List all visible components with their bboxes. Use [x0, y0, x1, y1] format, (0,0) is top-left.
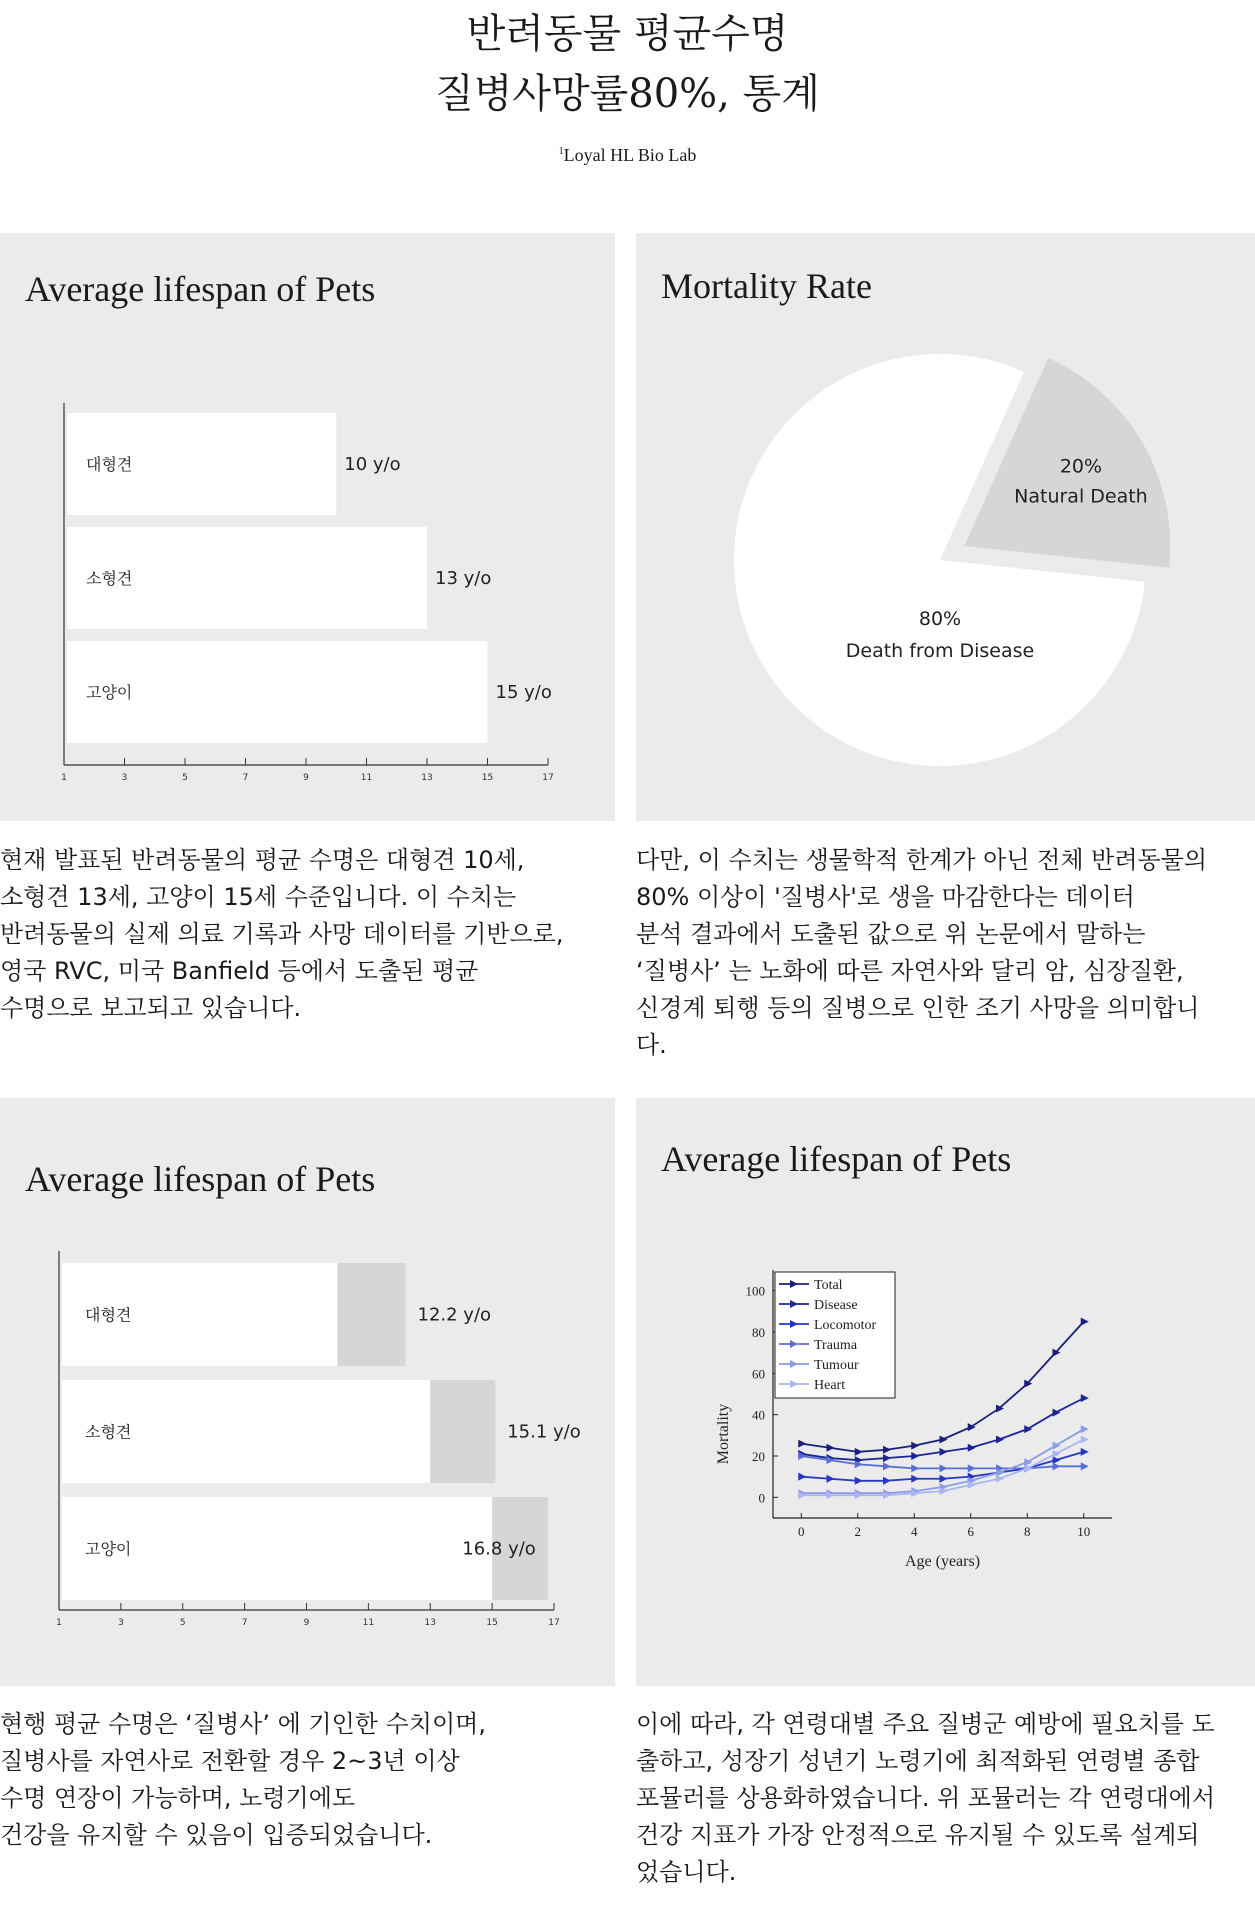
series-point	[996, 1475, 1004, 1483]
y-axis-label: Mortality	[715, 1403, 732, 1465]
x-tick-label: 7	[241, 1618, 248, 1628]
paragraph-line: 신경계 퇴행 등의 질병으로 인한 조기 사망을 의미합니	[636, 994, 1200, 1022]
paragraph-line: 다.	[636, 1031, 667, 1059]
paragraph-formula	[636, 1706, 1215, 1891]
y-tick-label: 20	[752, 1449, 765, 1464]
value-label: 16.8 y/o	[462, 1538, 536, 1560]
paragraph-line: 분석 결과에서 도출된 값으로 위 논문에서 말하는	[636, 920, 1146, 948]
series-point	[996, 1435, 1004, 1443]
legend-label: Trauma	[814, 1338, 858, 1353]
paragraph-lifespan	[0, 842, 563, 1027]
series-point	[883, 1454, 891, 1462]
x-tick-label: 5	[179, 1618, 186, 1628]
mortality-pie-chart	[636, 233, 1255, 821]
legend-label: Disease	[814, 1298, 858, 1313]
x-tick-label: 13	[421, 773, 433, 783]
x-tick-label: 5	[182, 773, 188, 783]
series-point	[798, 1473, 806, 1481]
value-label: 13 y/o	[435, 568, 492, 589]
series-point	[855, 1477, 863, 1485]
series-point	[911, 1442, 919, 1450]
x-tick-label: 15	[486, 1618, 498, 1628]
series-point	[1081, 1394, 1089, 1402]
series-point	[1081, 1435, 1089, 1443]
series-point	[940, 1475, 948, 1483]
x-tick-label: 10	[1077, 1524, 1091, 1539]
y-tick-label: 40	[752, 1407, 765, 1423]
series-point	[1081, 1462, 1089, 1470]
x-tick-label: 13	[424, 1618, 436, 1628]
x-tick-label: 9	[303, 773, 309, 783]
x-tick-label: 3	[118, 1618, 124, 1628]
category-label: 고양이	[85, 1539, 132, 1559]
category-label: 고양이	[86, 683, 133, 702]
value-label: 10 y/o	[344, 454, 401, 475]
panel-lifespan-current	[0, 233, 615, 821]
series-point	[855, 1448, 863, 1456]
paragraph-line: 현재 발표된 반려동물의 평균 수명은 대형견 10세,	[0, 846, 525, 874]
series-point	[968, 1444, 976, 1452]
x-tick-label: 15	[481, 773, 494, 783]
pie-value-label: 80%	[918, 608, 962, 630]
paragraph-line: 현행 평균 수명은 ‘질병사’ 에 기인한 수치이며,	[0, 1710, 486, 1738]
paragraph-line: ‘질병사’ 는 노화에 따른 자연사와 달리 암, 심장질환,	[636, 957, 1184, 985]
x-tick-label: 1	[56, 1618, 62, 1628]
panel-mortality-rate	[636, 233, 1255, 821]
bar-extension	[430, 1380, 495, 1483]
affiliation-name: Loyal HL Bio Lab	[563, 145, 697, 165]
bar-extension	[337, 1263, 405, 1366]
series-point	[827, 1475, 835, 1483]
x-tick-label: 17	[542, 773, 554, 783]
legend-label: Tumour	[814, 1358, 859, 1373]
series-point	[827, 1444, 835, 1452]
value-label: 15 y/o	[495, 682, 552, 703]
series-point	[911, 1452, 919, 1460]
series-point	[1081, 1425, 1089, 1433]
series-point	[883, 1477, 891, 1485]
x-tick-label: 17	[548, 1618, 560, 1628]
y-tick-label: 80	[752, 1325, 765, 1340]
paragraph-disease-death	[636, 842, 1207, 1064]
paragraph-line: 반려동물의 실제 의료 기록과 사망 데이터를 기반으로,	[0, 920, 564, 948]
title-line-1: 반려동물 평균수명	[466, 11, 789, 57]
paragraph-line: 이에 따라, 각 연령대별 주요 질병군 예방에 필요치를 도	[636, 1710, 1215, 1738]
value-label: 15.1 y/o	[507, 1421, 581, 1443]
mortality-line-chart	[636, 1098, 1255, 1686]
panel-title: Average lifespan of Pets	[25, 1159, 376, 1199]
paragraph-line: 수명으로 보고되고 있습니다.	[0, 994, 302, 1022]
title-line-2: 질병사망률80%, 통계	[435, 71, 820, 117]
x-tick-label: 2	[854, 1524, 861, 1539]
panel-title: Average lifespan of Pets	[661, 1139, 1012, 1179]
category-label: 대형견	[85, 1305, 132, 1325]
series-point	[940, 1464, 948, 1472]
paragraph-line: 다만, 이 수치는 생물학적 한계가 아닌 전체 반려동물의	[636, 846, 1208, 874]
lifespan-bar-chart	[0, 233, 615, 821]
x-tick-label: 7	[242, 773, 249, 783]
x-tick-label: 3	[121, 773, 128, 783]
paragraph-line: 건강을 유지할 수 있음이 입증되었습니다.	[0, 1821, 433, 1849]
category-label: 대형견	[86, 455, 133, 474]
panel-title: Mortality Rate	[661, 266, 872, 306]
series-point	[1024, 1380, 1032, 1388]
series-point	[968, 1464, 976, 1472]
paragraph-line: 소형견 13세, 고양이 15세 수준입니다. 이 수치는	[0, 883, 517, 911]
x-tick-label: 9	[303, 1618, 310, 1628]
x-axis-label: Age (years)	[904, 1553, 981, 1570]
affiliation	[0, 145, 1255, 166]
paragraph-extension	[0, 1706, 486, 1854]
x-tick-label: 11	[362, 1618, 375, 1628]
paragraph-line: 었습니다.	[636, 1858, 737, 1886]
extended-lifespan-bar-chart	[0, 1098, 615, 1686]
panel-title: Average lifespan of Pets	[25, 269, 376, 309]
x-tick-label: 0	[798, 1524, 805, 1539]
series-point	[911, 1475, 919, 1483]
pie-slice-label: Natural Death	[1014, 485, 1148, 508]
paragraph-line: 수명 연장이 가능하며, 노령기에도	[0, 1784, 356, 1812]
paragraph-line: 포뮬러를 상용화하였습니다. 위 포뮬러는 각 연령대에서	[636, 1784, 1216, 1812]
pie-value-label: 20%	[1059, 455, 1103, 478]
series-point	[940, 1448, 948, 1456]
x-tick-label: 11	[360, 773, 373, 783]
legend-label: Heart	[814, 1378, 846, 1393]
affiliation-mark: 1	[558, 146, 564, 157]
category-label: 소형견	[85, 1422, 132, 1442]
x-tick-label: 1	[61, 773, 67, 783]
pie-slice-label: Death from Disease	[845, 640, 1035, 662]
x-tick-label: 4	[911, 1524, 918, 1539]
panel-mortality-by-age	[636, 1098, 1255, 1686]
y-tick-label: 0	[758, 1490, 765, 1506]
paragraph-line: 출하고, 성장기 성년기 노령기에 최적화된 연령별 종합	[636, 1747, 1200, 1775]
series-point	[940, 1435, 948, 1443]
paragraph-line: 질병사를 자연사로 전환할 경우 2~3년 이상	[0, 1747, 460, 1775]
legend-label: Total	[814, 1278, 843, 1293]
x-tick-label: 8	[1024, 1524, 1031, 1539]
series-point	[911, 1464, 919, 1472]
panel-lifespan-extended	[0, 1098, 615, 1686]
y-tick-label: 60	[752, 1366, 765, 1382]
series-point	[883, 1446, 891, 1454]
series-point	[798, 1440, 806, 1448]
series-point	[1081, 1448, 1089, 1456]
category-label: 소형견	[86, 569, 133, 588]
series-point	[883, 1462, 891, 1470]
paragraph-line: 건강 지표가 가장 안정적으로 유지될 수 있도록 설계되	[636, 1821, 1200, 1849]
page-title	[0, 4, 1255, 124]
legend-label: Locomotor	[814, 1318, 877, 1333]
value-label: 12.2 y/o	[417, 1304, 492, 1326]
series-point	[1053, 1349, 1061, 1357]
series-point	[1053, 1462, 1061, 1470]
x-tick-label: 6	[967, 1524, 974, 1539]
y-tick-label: 100	[745, 1283, 765, 1299]
paragraph-line: 80% 이상이 '질병사'로 생을 마감한다는 데이터	[636, 883, 1135, 911]
series-point	[1081, 1318, 1089, 1326]
paragraph-line: 영국 RVC, 미국 Banfield 등에서 도출된 평균	[0, 957, 479, 985]
